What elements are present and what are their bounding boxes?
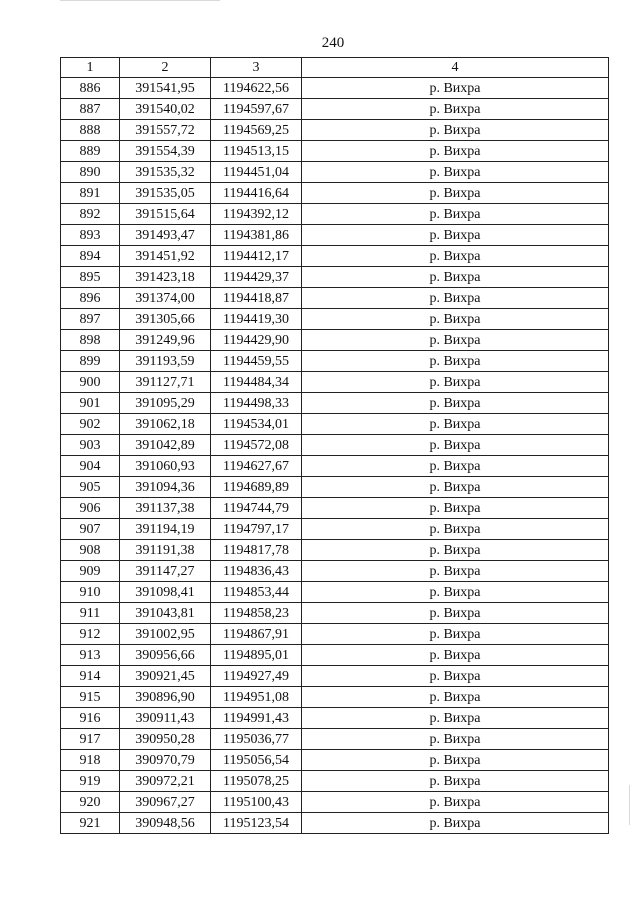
table-row [61,477,609,498]
x-coordinate-cell: 391557,72 [120,120,211,141]
table-row [61,393,609,414]
point-number-cell: 918 [61,750,120,771]
x-coordinate-cell: 391137,38 [120,498,211,519]
description-cell: р. Вихра [302,267,609,288]
table-row [61,225,609,246]
y-coordinate-cell: 1194951,08 [211,687,302,708]
description-cell: р. Вихра [302,246,609,267]
point-number-cell: 891 [61,183,120,204]
x-coordinate-cell: 391062,18 [120,414,211,435]
x-coordinate-cell: 391493,47 [120,225,211,246]
table-row [61,330,609,351]
x-coordinate-cell: 391147,27 [120,561,211,582]
y-coordinate-cell: 1194392,12 [211,204,302,225]
description-cell: р. Вихра [302,330,609,351]
x-coordinate-cell: 391423,18 [120,267,211,288]
column-header-1: 1 [61,58,120,78]
x-coordinate-cell: 390921,45 [120,666,211,687]
table-row [61,162,609,183]
y-coordinate-cell: 1194817,78 [211,540,302,561]
x-coordinate-cell: 391095,29 [120,393,211,414]
page-number: 240 [321,35,345,51]
point-number-cell: 890 [61,162,120,183]
description-cell: р. Вихра [302,519,609,540]
table-row [61,372,609,393]
x-coordinate-cell: 391541,95 [120,78,211,99]
description-cell: р. Вихра [302,603,609,624]
x-coordinate-cell: 391540,02 [120,99,211,120]
x-coordinate-cell: 390970,79 [120,750,211,771]
point-number-cell: 893 [61,225,120,246]
x-coordinate-cell: 391535,05 [120,183,211,204]
point-number-cell: 898 [61,330,120,351]
table-body [61,78,609,834]
table-row [61,729,609,750]
table-row [61,645,609,666]
y-coordinate-cell: 1194451,04 [211,162,302,183]
description-cell: р. Вихра [302,183,609,204]
point-number-cell: 921 [61,813,120,834]
table-row [61,204,609,225]
point-number-cell: 892 [61,204,120,225]
description-cell: р. Вихра [302,813,609,834]
description-cell: р. Вихра [302,666,609,687]
point-number-cell: 906 [61,498,120,519]
y-coordinate-cell: 1195078,25 [211,771,302,792]
y-coordinate-cell: 1195036,77 [211,729,302,750]
table-row [61,750,609,771]
table-row [61,120,609,141]
description-cell: р. Вихра [302,456,609,477]
table-row [61,351,609,372]
column-header-3: 3 [211,58,302,78]
y-coordinate-cell: 1194418,87 [211,288,302,309]
x-coordinate-cell: 390956,66 [120,645,211,666]
description-cell: р. Вихра [302,372,609,393]
point-number-cell: 900 [61,372,120,393]
point-number-cell: 908 [61,540,120,561]
x-coordinate-cell: 391094,36 [120,477,211,498]
description-cell: р. Вихра [302,708,609,729]
x-coordinate-cell: 391451,92 [120,246,211,267]
point-number-cell: 902 [61,414,120,435]
point-number-cell: 916 [61,708,120,729]
description-cell: р. Вихра [302,414,609,435]
y-coordinate-cell: 1194484,34 [211,372,302,393]
y-coordinate-cell: 1194927,49 [211,666,302,687]
table-row [61,582,609,603]
x-coordinate-cell: 391042,89 [120,435,211,456]
description-cell: р. Вихра [302,435,609,456]
description-cell: р. Вихра [302,645,609,666]
x-coordinate-cell: 391535,32 [120,162,211,183]
y-coordinate-cell: 1194597,67 [211,99,302,120]
table-header-row [61,58,609,78]
point-number-cell: 907 [61,519,120,540]
description-cell: р. Вихра [302,582,609,603]
table-row [61,687,609,708]
table-row [61,309,609,330]
table-row [61,792,609,813]
description-cell: р. Вихра [302,624,609,645]
table-row [61,414,609,435]
description-cell: р. Вихра [302,351,609,372]
y-coordinate-cell: 1194689,89 [211,477,302,498]
y-coordinate-cell: 1194867,91 [211,624,302,645]
description-cell: р. Вихра [302,162,609,183]
y-coordinate-cell: 1194858,23 [211,603,302,624]
description-cell: р. Вихра [302,750,609,771]
x-coordinate-cell: 390950,28 [120,729,211,750]
point-number-cell: 917 [61,729,120,750]
y-coordinate-cell: 1195056,54 [211,750,302,771]
point-number-cell: 903 [61,435,120,456]
y-coordinate-cell: 1194419,30 [211,309,302,330]
x-coordinate-cell: 390911,43 [120,708,211,729]
point-number-cell: 897 [61,309,120,330]
description-cell: р. Вихра [302,687,609,708]
table-row [61,141,609,162]
y-coordinate-cell: 1194572,08 [211,435,302,456]
scan-edge-line-right [629,785,630,825]
description-cell: р. Вихра [302,393,609,414]
description-cell: р. Вихра [302,792,609,813]
description-cell: р. Вихра [302,729,609,750]
x-coordinate-cell: 391249,96 [120,330,211,351]
description-cell: р. Вихра [302,771,609,792]
point-number-cell: 896 [61,288,120,309]
x-coordinate-cell: 391374,00 [120,288,211,309]
x-coordinate-cell: 391127,71 [120,372,211,393]
point-number-cell: 899 [61,351,120,372]
x-coordinate-cell: 391515,64 [120,204,211,225]
description-cell: р. Вихра [302,225,609,246]
y-coordinate-cell: 1194569,25 [211,120,302,141]
description-cell: р. Вихра [302,540,609,561]
table-row [61,99,609,120]
description-cell: р. Вихра [302,498,609,519]
coordinates-table [60,57,609,834]
point-number-cell: 912 [61,624,120,645]
point-number-cell: 920 [61,792,120,813]
column-header-2: 2 [120,58,211,78]
point-number-cell: 915 [61,687,120,708]
x-coordinate-cell: 391002,95 [120,624,211,645]
description-cell: р. Вихра [302,78,609,99]
point-number-cell: 914 [61,666,120,687]
table-row [61,708,609,729]
point-number-cell: 911 [61,603,120,624]
y-coordinate-cell: 1194412,17 [211,246,302,267]
point-number-cell: 888 [61,120,120,141]
point-number-cell: 887 [61,99,120,120]
description-cell: р. Вихра [302,288,609,309]
x-coordinate-cell: 391060,93 [120,456,211,477]
point-number-cell: 886 [61,78,120,99]
table-row [61,435,609,456]
y-coordinate-cell: 1194627,67 [211,456,302,477]
point-number-cell: 905 [61,477,120,498]
y-coordinate-cell: 1195100,43 [211,792,302,813]
y-coordinate-cell: 1194895,01 [211,645,302,666]
x-coordinate-cell: 391191,38 [120,540,211,561]
point-number-cell: 909 [61,561,120,582]
table-row [61,267,609,288]
y-coordinate-cell: 1194836,43 [211,561,302,582]
y-coordinate-cell: 1194991,43 [211,708,302,729]
table-row [61,183,609,204]
point-number-cell: 919 [61,771,120,792]
table-row [61,246,609,267]
table-row [61,288,609,309]
table-row [61,813,609,834]
description-cell: р. Вихра [302,120,609,141]
table-row [61,78,609,99]
description-cell: р. Вихра [302,477,609,498]
x-coordinate-cell: 391043,81 [120,603,211,624]
point-number-cell: 901 [61,393,120,414]
description-cell: р. Вихра [302,141,609,162]
x-coordinate-cell: 391305,66 [120,309,211,330]
y-coordinate-cell: 1194429,37 [211,267,302,288]
y-coordinate-cell: 1194622,56 [211,78,302,99]
y-coordinate-cell: 1195123,54 [211,813,302,834]
table-row [61,540,609,561]
description-cell: р. Вихра [302,561,609,582]
y-coordinate-cell: 1194744,79 [211,498,302,519]
y-coordinate-cell: 1194534,01 [211,414,302,435]
scan-edge-line-top [60,0,220,1]
x-coordinate-cell: 390948,56 [120,813,211,834]
description-cell: р. Вихра [302,99,609,120]
description-cell: р. Вихра [302,204,609,225]
table-row [61,561,609,582]
y-coordinate-cell: 1194381,86 [211,225,302,246]
point-number-cell: 889 [61,141,120,162]
x-coordinate-cell: 390972,21 [120,771,211,792]
table-row [61,603,609,624]
point-number-cell: 895 [61,267,120,288]
point-number-cell: 894 [61,246,120,267]
table-row [61,519,609,540]
x-coordinate-cell: 390896,90 [120,687,211,708]
x-coordinate-cell: 390967,27 [120,792,211,813]
description-cell: р. Вихра [302,309,609,330]
table-row [61,624,609,645]
y-coordinate-cell: 1194853,44 [211,582,302,603]
x-coordinate-cell: 391098,41 [120,582,211,603]
x-coordinate-cell: 391193,59 [120,351,211,372]
table-row [61,456,609,477]
table-row [61,498,609,519]
x-coordinate-cell: 391194,19 [120,519,211,540]
y-coordinate-cell: 1194498,33 [211,393,302,414]
y-coordinate-cell: 1194429,90 [211,330,302,351]
column-header-4: 4 [302,58,609,78]
point-number-cell: 910 [61,582,120,603]
y-coordinate-cell: 1194459,55 [211,351,302,372]
y-coordinate-cell: 1194416,64 [211,183,302,204]
y-coordinate-cell: 1194513,15 [211,141,302,162]
y-coordinate-cell: 1194797,17 [211,519,302,540]
table-row [61,771,609,792]
point-number-cell: 904 [61,456,120,477]
table-row [61,666,609,687]
point-number-cell: 913 [61,645,120,666]
x-coordinate-cell: 391554,39 [120,141,211,162]
